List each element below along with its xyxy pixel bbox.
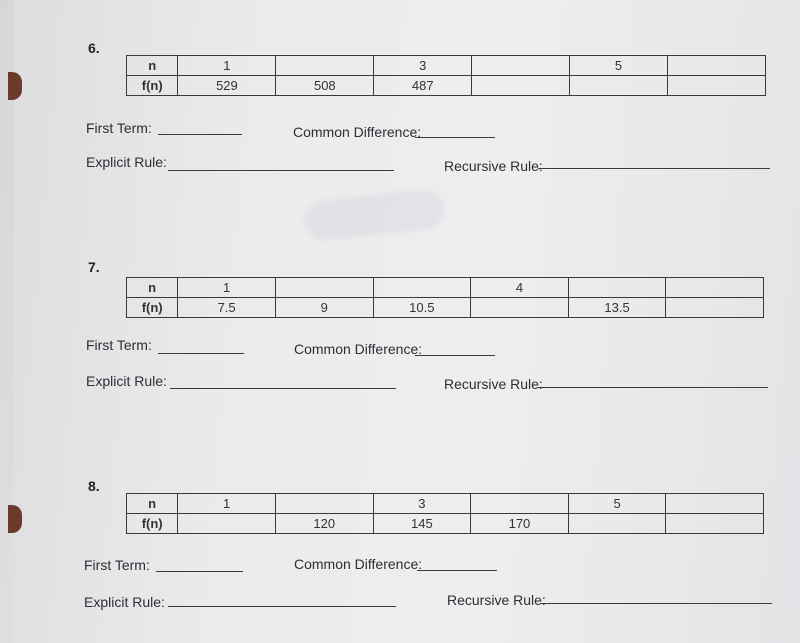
binder-hole [8, 72, 22, 100]
n-cell [275, 494, 373, 514]
explicit-rule-label: Explicit Rule: [86, 154, 167, 170]
explicit-rule-label: Explicit Rule: [84, 594, 165, 610]
n-cell [275, 278, 373, 298]
n-cell: 5 [570, 56, 668, 76]
first-term-label: First Term: [84, 557, 150, 573]
n-cell [568, 278, 666, 298]
sequence-table [126, 277, 764, 318]
n-cell: 3 [373, 494, 471, 514]
n-header: n [127, 56, 178, 76]
table-row-n [127, 494, 764, 514]
explicit-rule-blank[interactable] [170, 388, 396, 389]
n-cell [276, 56, 374, 76]
n-cell: 5 [568, 494, 666, 514]
common-difference-label: Common Difference: [294, 556, 423, 572]
fn-cell: 7.5 [178, 298, 276, 318]
n-cell: 1 [178, 278, 276, 298]
fn-cell [471, 298, 569, 318]
first-term-label: First Term: [86, 120, 152, 136]
problem-number: 7. [88, 259, 100, 275]
first-term-blank[interactable] [158, 353, 244, 354]
n-cell [373, 278, 471, 298]
recursive-rule-blank[interactable] [538, 168, 770, 169]
recursive-rule-label: Recursive Rule: [447, 592, 546, 608]
common-difference-label: Common Difference: [293, 124, 422, 140]
fn-cell [568, 514, 666, 534]
common-difference-blank[interactable] [415, 355, 495, 356]
n-cell: 3 [374, 56, 472, 76]
recursive-rule-label: Recursive Rule: [444, 376, 543, 392]
problem-number: 6. [88, 40, 100, 56]
n-cell [666, 494, 764, 514]
fn-cell: 529 [178, 76, 276, 96]
fn-cell [666, 514, 764, 534]
fn-cell [668, 76, 766, 96]
fn-cell: 487 [374, 76, 472, 96]
n-cell [668, 56, 766, 76]
fn-cell: 10.5 [373, 298, 471, 318]
fn-header: f(n) [127, 514, 178, 534]
table-row-fn [127, 298, 764, 318]
n-cell [471, 494, 569, 514]
first-term-blank[interactable] [158, 134, 242, 135]
explicit-rule-blank[interactable] [168, 606, 396, 607]
fn-cell [472, 76, 570, 96]
n-cell: 1 [178, 56, 276, 76]
fn-cell: 9 [275, 298, 373, 318]
common-difference-blank[interactable] [417, 570, 497, 571]
common-difference-blank[interactable] [415, 137, 495, 138]
fn-cell: 13.5 [568, 298, 666, 318]
sequence-table [126, 55, 766, 96]
problem-number: 8. [88, 478, 100, 494]
fn-cell: 145 [373, 514, 471, 534]
fn-cell [666, 298, 764, 318]
binder-hole [8, 505, 22, 533]
fn-cell [570, 76, 668, 96]
fn-cell: 508 [276, 76, 374, 96]
n-cell [666, 278, 764, 298]
recursive-rule-blank[interactable] [540, 603, 772, 604]
recursive-rule-blank[interactable] [538, 387, 768, 388]
fn-header: f(n) [127, 298, 178, 318]
fn-cell: 170 [471, 514, 569, 534]
table-row-fn [127, 514, 764, 534]
n-header: n [127, 494, 178, 514]
ink-bleed-smudge [302, 188, 445, 242]
common-difference-label: Common Difference: [294, 341, 423, 357]
table-row-n [127, 278, 764, 298]
worksheet-page [14, 0, 800, 643]
first-term-blank[interactable] [156, 571, 243, 572]
fn-cell: 120 [275, 514, 373, 534]
first-term-label: First Term: [86, 337, 152, 353]
sequence-table [126, 493, 764, 534]
fn-header: f(n) [127, 76, 178, 96]
n-cell [472, 56, 570, 76]
table-row-n [127, 56, 766, 76]
fn-cell [178, 514, 276, 534]
n-header: n [127, 278, 178, 298]
n-cell: 1 [178, 494, 276, 514]
explicit-rule-blank[interactable] [168, 170, 394, 171]
table-row-fn [127, 76, 766, 96]
recursive-rule-label: Recursive Rule: [444, 158, 543, 174]
explicit-rule-label: Explicit Rule: [86, 373, 167, 389]
n-cell: 4 [471, 278, 569, 298]
